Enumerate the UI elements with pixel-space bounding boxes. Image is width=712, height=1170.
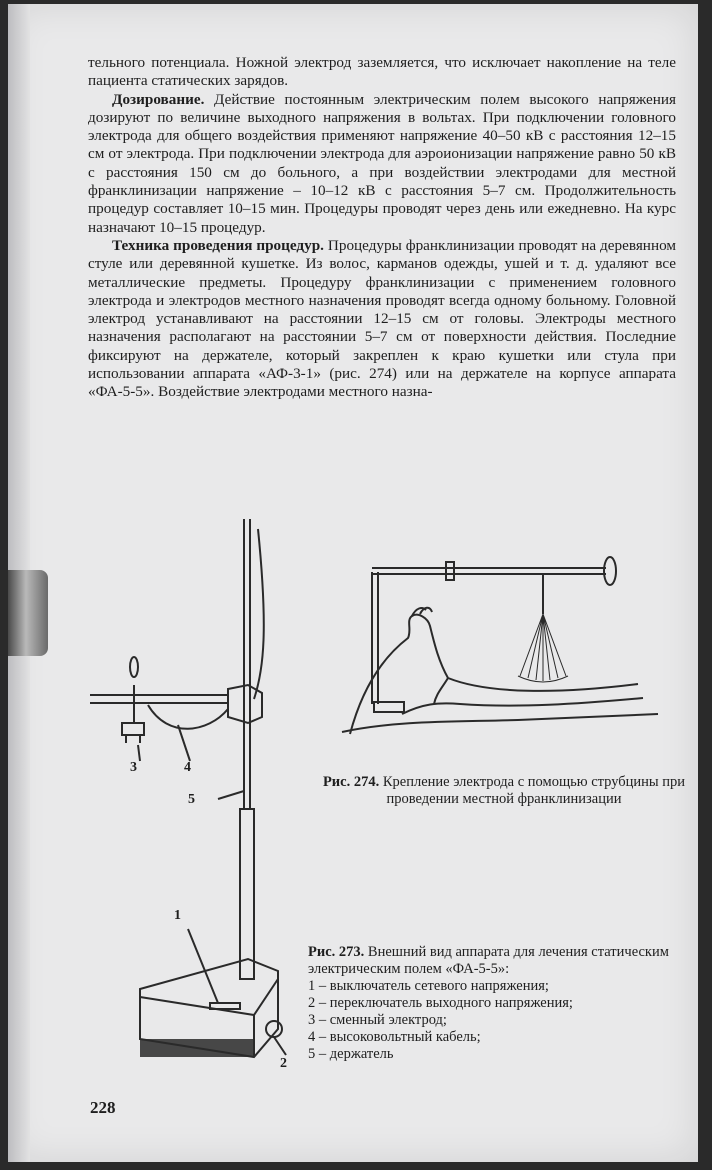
fig273-label-3: 3	[130, 760, 137, 775]
dosing-text: Действие постоянным электрическим полем высокого напряжения дозируют по величине выходного напряжения в вольтах. При подключении головного электрода для общего воздействия применяют напряжение 40–50 кВ с расстояния 12–15 см от электрода. При подключении электрода для аэроионизации напряжение равно 50 кВ с расстояния 150 см до больного, а при воздействии электродами для местной франклинизации напряжение – 10–12 кВ с расстояния 5–7 см. Продолжительность процедур составляет 10–15 мин. Процедуры проводят через день или ежедневно. На курс назначают 10–15 процедур.	[88, 90, 676, 236]
page-number: 228	[90, 1098, 116, 1117]
legend-item: 3 – сменный электрод;	[308, 1012, 447, 1028]
book-page	[8, 4, 698, 1162]
figure-274-caption	[316, 774, 692, 808]
figure-273-caption-title	[308, 944, 688, 978]
figure-273-caption	[308, 944, 688, 1063]
fig273-label-2: 2	[280, 1056, 287, 1071]
fig273-label-1: 1	[174, 908, 181, 923]
legend-item: 2 – переключатель выходного напряжения;	[308, 995, 573, 1011]
binder-clip	[8, 570, 48, 656]
figure-273-caption-text: Внешний вид аппарата для лечения статическим электрическим полем «ФА-5-5»:	[308, 944, 669, 977]
legend-item: 4 – высоковольтный кабель;	[308, 1029, 481, 1045]
figure-274-caption-head: Рис. 274.	[322, 774, 380, 790]
figure-274-caption-text: Крепление электрода с помощью струбцины при проведении местной франклинизации	[379, 774, 686, 807]
heading-technique: Техника проведения процедур.	[112, 236, 324, 254]
paragraph-1: тельного потенциала. Ножной электрод заземляется, что исключает накопление на теле пациента статических зарядов.	[88, 54, 676, 90]
paragraph-dosing	[88, 91, 676, 237]
fig273-label-4: 4	[184, 760, 191, 775]
paragraph-technique	[88, 237, 676, 402]
figure-273-caption-head: Рис. 273.	[308, 944, 365, 960]
legend-item: 1 – выключатель сетевого напряжения;	[308, 978, 549, 994]
body-text	[88, 54, 676, 402]
heading-dosing: Дозирование.	[112, 90, 205, 108]
figure-273-illustration	[78, 509, 318, 1069]
figure-274-illustration	[338, 544, 678, 744]
technique-text: Процедуры франклинизации проводят на деревянном стуле или деревянной кушетке. Из волос, карманов одежды, ушей и т. д. удаляют все металлические предметы. Процедуру франклинизации с применением головного электрода и электродов местного назначения проводят всегда одному больному. Головной электрод устанавливают на расстоянии 12–15 см от головы. Электроды местного назначения располагают на расстоянии 5–7 см от поверхности действия. Последние фиксируют на держателе, который закреплен к краю кушетки или стула при использовании аппарата «АФ-3-1» (рис. 274) или на держателе на корпусе аппарата «ФА-5-5». Воздействие электродами местного назна-	[88, 236, 676, 401]
fig273-label-5: 5	[188, 792, 195, 807]
legend-item: 5 – держатель	[308, 1046, 394, 1062]
figure-273-legend	[308, 978, 688, 1063]
